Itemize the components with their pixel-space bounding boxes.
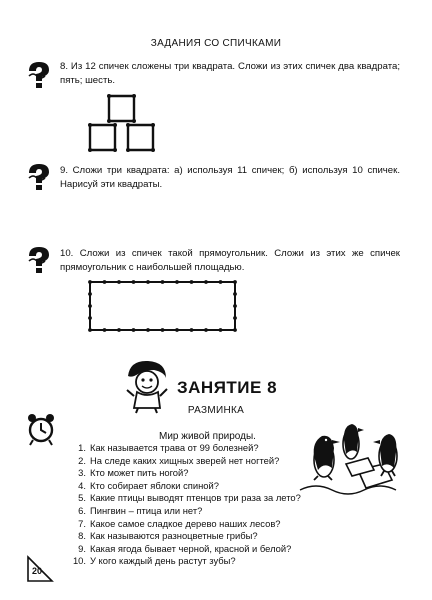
task-10-text: 10. Сложи из спичек такой прямоугольник. Сложи из этих же спичек прямоугольник с наибольшей площадью. [60,248,400,273]
question-mark-icon [26,162,52,190]
page-number: 20 [32,566,43,576]
question-mark-icon [26,60,52,88]
task-9-text: 9. Сложи три квадрата: а) используя 11 спичек; б) используя 10 спичек. Нарисуй эти квадраты. [60,165,400,190]
page-header: ЗАДАНИЯ СО СПИЧКАМИ [150,38,282,49]
list-item: 7. Какое самое сладкое дерево наших лесов? [78,517,281,529]
alarm-clock-icon [26,412,56,446]
warmup-heading: РАЗМИНКА [187,405,245,416]
penguins-illustration [296,418,408,498]
list-item: 5. Какие птицы выводят птенцов три раза за лето? [78,492,301,504]
list-item: 9. Какая ягода бывает черной, красной и белой? [78,542,292,554]
matchstick-rectangle-figure [84,278,244,338]
section-subtitle: Мир живой природы. [159,431,256,442]
questions-list [72,442,332,568]
list-item: 2. На следе каких хищных зверей нет ногтей? [78,454,280,466]
list-item: 8. Как называются разноцветные грибы? [78,530,258,542]
list-item: 6. Пингвин – птица или нет? [78,504,203,516]
lesson-title: ЗАНЯТИЕ 8 [177,378,278,397]
list-item: 3. Кто может пить ногой? [78,467,189,479]
question-mark-icon [26,245,52,273]
three-squares-matchsticks-figure [84,92,164,154]
list-item: 1. Как называется трава от 99 болезней? [78,442,259,453]
task-8-text: 8. Из 12 спичек сложены три квадрата. Сложи из этих спичек два квадрата; пять; шесть. [60,61,400,86]
list-item: 10. У кого каждый день растут зубы? [72,555,236,567]
list-item: 4. Кто собирает яблоки спиной? [78,479,219,491]
